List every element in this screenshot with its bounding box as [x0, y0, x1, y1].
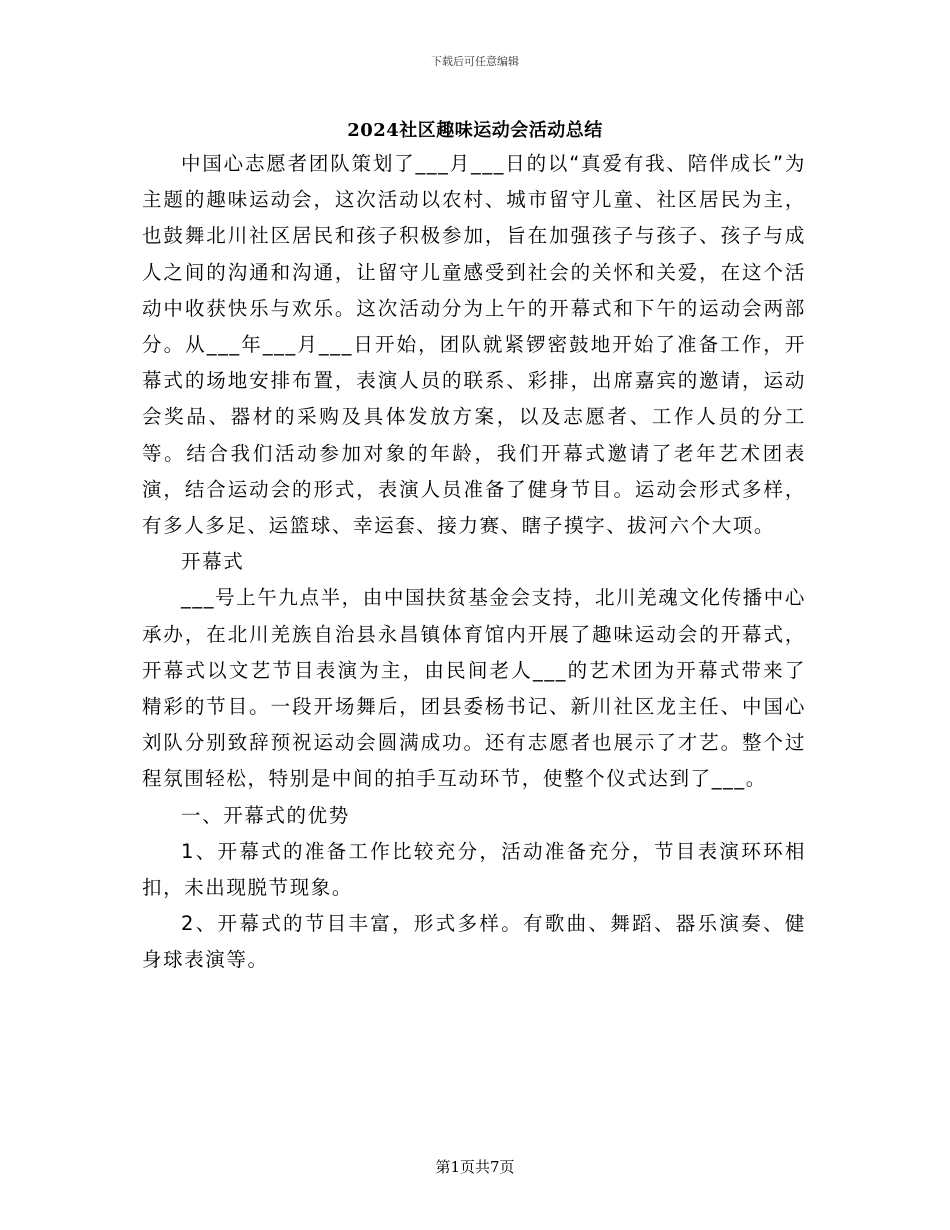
document-body	[142, 146, 806, 979]
header-note: 下载后可任意编辑	[431, 55, 519, 68]
list-item-advantage-1: 1、开幕式的准备工作比较充分，活动准备充分，节目表演环环相扣，未出现脱节现象。	[142, 839, 806, 900]
section-heading-opening: 开幕式	[181, 550, 245, 574]
paragraph-intro: 中国心志愿者团队策划了___月___日的以“真爱有我、陪伴成长”为主题的趣味运动会，这次活动以农村、城市留守儿童、社区居民为主，也鼓舞北川社区居民和孩子积极参加，旨在加强孩子与孩子、孩子与成人之间的沟通和沟通，让留守儿童感受到社会的关怀和关爱，在这个活动中收获快乐与欢乐。这次活动分为上午的开幕式和下午的运动会两部分。从___年___月___日开始，团队就紧锣密鼓地开始了准备工作，开幕式的场地安排布置，表演人员的联系、彩排，出席嘉宾的邀请，运动会奖品、器材的采购及具体发放方案，以及志愿者、工作人员的分工等。结合我们活动参加对象的年龄，我们开幕式邀请了老年艺术团表演，结合运动会的形式，表演人员准备了健身节目。运动会形式多样，有多人多足、运篮球、幸运套、接力赛、瞎子摸字、拔河六个大项。	[142, 152, 806, 538]
section-heading-advantages: 一、开幕式的优势	[181, 803, 350, 827]
page-number: 第1页共7页	[435, 1158, 515, 1176]
document-title: 2024社区趣味运动会活动总结	[347, 120, 603, 141]
paragraph-opening-ceremony: ___号上午九点半，由中国扶贫基金会支持，北川羌魂文化传播中心承办，在北川羌族自治县永昌镇体育馆内开展了趣味运动会的开幕式，开幕式以文艺节目表演为主，由民间老人___的艺术团为开幕式带来了精彩的节目。一段开场舞后，团县委杨书记、新川社区龙主任、中国心刘队分别致辞预祝运动会圆满成功。还有志愿者也展示了才艺。整个过程氛围轻松，特别是中间的拍手互动环节，使整个仪式达到了___。	[142, 586, 806, 791]
list-item-advantage-2: 2、开幕式的节目丰富，形式多样。有歌曲、舞蹈、器乐演奏、健身球表演等。	[142, 912, 806, 972]
